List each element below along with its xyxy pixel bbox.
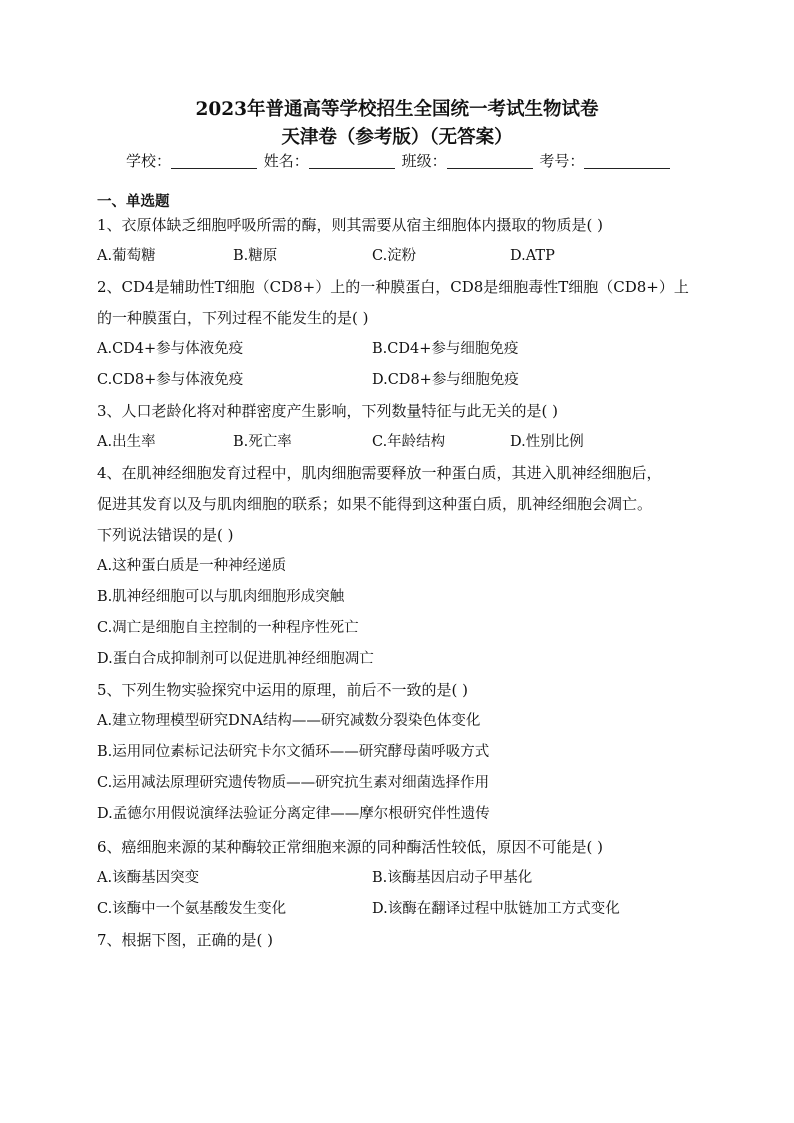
question-5-option-b: B.运用同位素标记法研究卡尔文循环——研究酵母菌呼吸方式: [97, 744, 490, 760]
student-info-row: [126, 150, 672, 172]
question-2-option-a: A.CD4+参与体液免疫: [97, 341, 244, 357]
exam-subtitle: 天津卷（参考版）（无答案）: [281, 127, 513, 148]
question-2-option-d: D.CD8+参与细胞免疫: [372, 372, 519, 388]
school-blank: [171, 153, 257, 169]
section-title: 一、单选题: [97, 193, 170, 210]
exam-title: 2023年普通高等学校招生全国统一考试生物试卷: [195, 99, 599, 120]
question-3-option-d: D.性别比例: [510, 434, 584, 450]
question-3-option-a: A.出生率: [97, 434, 156, 450]
question-5-option-d: D.孟德尔用假说演绎法验证分离定律——摩尔根研究伴性遗传: [97, 806, 490, 822]
question-1-option-c: C.淀粉: [372, 248, 417, 264]
question-6-option-c: C.该酶中一个氨基酸发生变化: [97, 901, 287, 917]
question-2-option-c: C.CD8+参与体液免疫: [97, 372, 244, 388]
question-6-option-a: A.该酶基因突变: [97, 870, 200, 886]
question-2-option-b: B.CD4+参与细胞免疫: [372, 341, 519, 357]
class-blank: [447, 153, 533, 169]
question-1-stem: 1、衣原体缺乏细胞呼吸所需的酶，则其需要从宿主细胞体内摄取的物质是( ): [97, 216, 604, 234]
exam-number-blank: [584, 153, 670, 169]
question-5-stem: 5、下列生物实验探究中运用的原理，前后不一致的是( ): [97, 681, 469, 699]
question-7-stem: 7、根据下图，正确的是( ): [97, 931, 274, 949]
question-3-stem: 3、人口老龄化将对种群密度产生影响，下列数量特征与此无关的是( ): [97, 402, 559, 420]
question-6-option-b: B.该酶基因启动子甲基化: [372, 870, 533, 886]
class-label: 班级：: [401, 152, 447, 170]
question-4-option-d: D.蛋白合成抑制剂可以促进肌神经细胞凋亡: [97, 651, 374, 667]
question-4-stem-line-2: 促进其发育以及与肌肉细胞的联系；如果不能得到这种蛋白质，肌神经细胞会凋亡。: [97, 495, 653, 513]
question-3-option-b: B.死亡率: [233, 434, 292, 450]
question-4-stem-line-3: 下列说法错误的是( ): [97, 526, 234, 544]
question-2-stem-line-2: 的一种膜蛋白，下列过程不能发生的是( ): [97, 309, 369, 327]
question-2-stem-line-1: 2、CD4是辅助性T细胞（CD8+）上的一种膜蛋白，CD8是细胞毒性T细胞（CD8+）上: [97, 278, 689, 296]
question-6-stem: 6、癌细胞来源的某种酶较正常细胞来源的同种酶活性较低，原因不可能是( ): [97, 838, 604, 856]
question-1-option-a: A.葡萄糖: [97, 248, 156, 264]
question-4-option-c: C.凋亡是细胞自主控制的一种程序性死亡: [97, 620, 359, 636]
question-4-option-b: B.肌神经细胞可以与肌肉细胞形成突触: [97, 589, 345, 605]
question-1-option-d: D.ATP: [510, 248, 555, 264]
name-label: 姓名：: [263, 152, 309, 170]
question-4-stem-line-1: 4、在肌神经细胞发育过程中，肌肉细胞需要释放一种蛋白质，其进入肌神经细胞后，: [97, 464, 662, 482]
school-label: 学校：: [126, 152, 172, 170]
exam-number-label: 考号：: [539, 152, 585, 170]
question-3-option-c: C.年龄结构: [372, 434, 446, 450]
question-6-option-d: D.该酶在翻译过程中肽链加工方式变化: [372, 901, 620, 917]
question-4-option-a: A.这种蛋白质是一种神经递质: [97, 558, 287, 574]
question-1-option-b: B.糖原: [233, 248, 278, 264]
question-5-option-a: A.建立物理模型研究DNA结构——研究减数分裂染色体变化: [97, 713, 481, 729]
name-blank: [309, 153, 395, 169]
question-5-option-c: C.运用减法原理研究遗传物质——研究抗生素对细菌选择作用: [97, 775, 490, 791]
